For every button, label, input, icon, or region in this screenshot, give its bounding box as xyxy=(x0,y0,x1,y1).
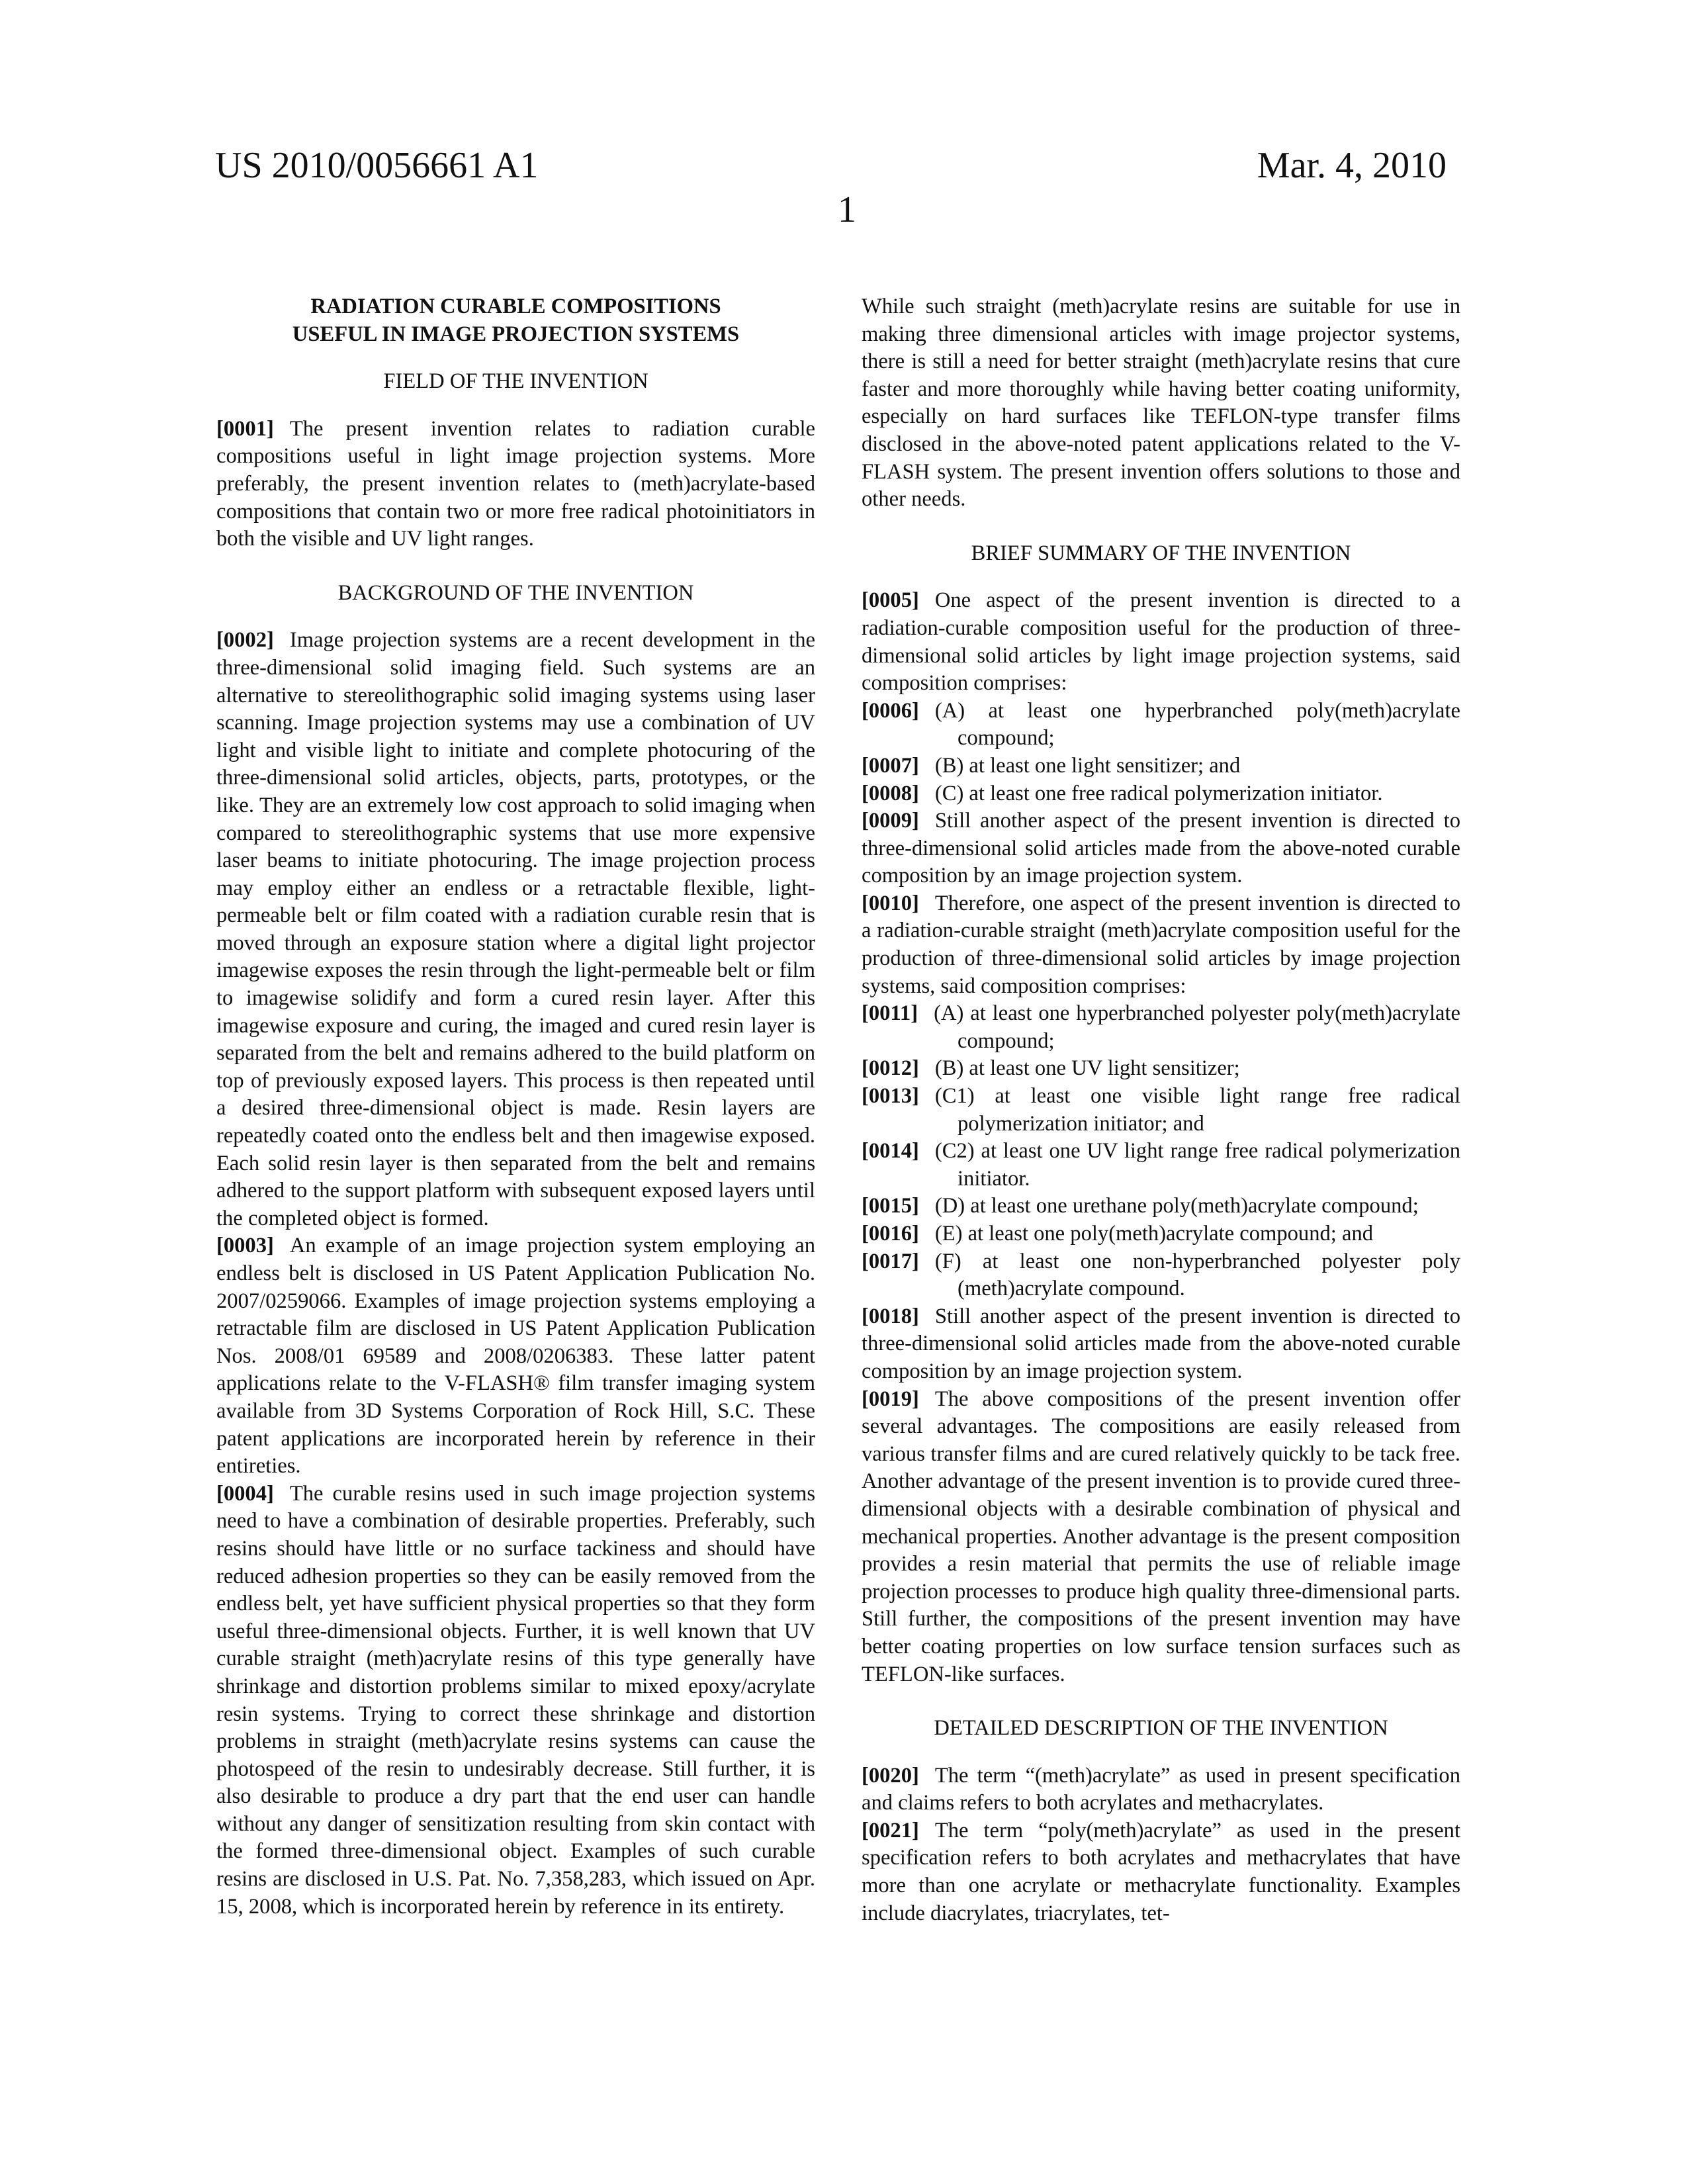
paragraph-number: [0006] xyxy=(862,699,919,723)
document-title xyxy=(216,293,815,348)
paragraph-text: The term “poly(meth)acrylate” as used in the present specification refers to both acrylates and methacrylates that have more than one acrylate or methacrylate functionality. Examples include diacrylates, triacrylates, tet- xyxy=(862,1819,1460,1925)
paragraph-text: (C) at least one free radical polymerization initiator. xyxy=(935,782,1383,805)
paragraph-text: An example of an image projection system employing an endless belt is disclosed in US Patent Application Publication No. 2007/0259066. Examples of image projection systems employing a retractable film are disclosed in US Patent Application Publication Nos. 2008/01 69589 and 2008/0206383. These latter patent applications relate to the V-FLASH® film transfer imaging system available from 3D Systems Corporation of Rock Hill, S.C. These patent applications are incorporated herein by reference in their entireties. xyxy=(216,1234,815,1478)
paragraph-number: [0011] xyxy=(862,1001,918,1025)
paragraph-number: [0001] xyxy=(216,417,274,441)
page-number: 1 xyxy=(0,189,1694,231)
paragraph-0016 xyxy=(862,1220,1460,1248)
paragraph-text: Image projection systems are a recent development in the three-dimensional solid imaging field. Such systems are an alternative to stereolithographic solid imaging systems using laser scanning. Image projection systems may use a combination of UV light and visible light to initiate and complete photocuring of the three-dimensional solid articles, objects, parts, prototypes, or the like. They are an extremely low cost approach to solid imaging when compared to stereolithographic systems that use more expensive laser beams to initiate photocuring. The image projection process may employ either an endless or a retractable flexible, light-permeable belt or film coated with a radiation curable resin that is moved through an exposure station where a digital light projector imagewise exposes the resin through the light-permeable belt or film to imagewise solidify and form a cured resin layer. After this imagewise exposure and curing, the imaged and cured resin layer is separated from the belt and remains adhered to the build platform on top of previously exposed layers. This process is then repeated until a desired three-dimensional object is made. Resin layers are repeatedly coated onto the endless belt and then imagewise exposed. Each solid resin layer is then separated from the belt and remains adhered to the support platform with subsequent exposed layers until the completed object is formed. xyxy=(216,628,815,1230)
paragraph-text: (C1) at least one visible light range free radical polymerization initiator; and xyxy=(935,1084,1460,1136)
paragraph-0006 xyxy=(862,698,1460,752)
heading-summary: BRIEF SUMMARY OF THE INVENTION xyxy=(862,540,1460,568)
paragraph-0005 xyxy=(862,587,1460,697)
paragraph-text: (F) at least one non-hyperbranched polyester poly (meth)acrylate compound. xyxy=(935,1250,1460,1301)
paragraph-text: (A) at least one hyperbranched poly(meth)acrylate compound; xyxy=(935,699,1460,751)
paragraph-text: The above compositions of the present invention offer several advantages. The compositions are easily released from various transfer films and are cured relatively quickly to be tack free. Another advantage of the present invention is to provide cured three-dimensional objects with a desirable combination of physical and mechanical properties. Another advantage is the present composition provides a resin material that permits the use of reliable image projection processes to produce high quality three-dimensional parts. Still further, the compositions of the present invention may have better coating properties on low surface tension surfaces such as TEFLON-like surfaces. xyxy=(862,1387,1460,1686)
paragraph-number: [0010] xyxy=(862,891,919,915)
publication-number: US 2010/0056661 A1 xyxy=(215,144,539,187)
paragraph-0013 xyxy=(862,1083,1460,1138)
paragraph-number: [0017] xyxy=(862,1250,919,1273)
paragraph-text: The term “(meth)acrylate” as used in present specification and claims refers to both acrylates and methacrylates. xyxy=(862,1764,1460,1815)
paragraph-text: (E) at least one poly(meth)acrylate compound; and xyxy=(935,1222,1373,1246)
publication-date: Mar. 4, 2010 xyxy=(1257,144,1447,187)
paragraph-0021 xyxy=(862,1817,1460,1927)
paragraph-0007 xyxy=(862,752,1460,780)
paragraph-number: [0005] xyxy=(862,588,919,612)
paragraph-text: Still another aspect of the present invention is directed to three-dimensional solid articles made from the above-noted curable composition by an image projection system. xyxy=(862,1304,1460,1383)
paragraph-0002 xyxy=(216,627,815,1232)
paragraph-text: (D) at least one urethane poly(meth)acrylate compound; xyxy=(935,1194,1419,1218)
paragraph-0004 xyxy=(216,1480,815,1921)
paragraph-0003 xyxy=(216,1232,815,1480)
left-column xyxy=(216,293,815,1921)
paragraph-number: [0008] xyxy=(862,782,919,805)
paragraph-0014 xyxy=(862,1138,1460,1193)
right-column xyxy=(862,293,1460,1927)
paragraph-0015 xyxy=(862,1193,1460,1220)
paragraph-0004-continued: While such straight (meth)acrylate resins are suitable for use in making three dimensional articles with image projector systems, there is still a need for better straight (meth)acrylate resins that cure faster and more thoroughly while having better coating uniformity, especially on hard surfaces like TEFLON-type transfer films disclosed in the above-noted patent applications related to the V-FLASH system. The present invention offers solutions to those and other needs. xyxy=(862,293,1460,514)
heading-background: BACKGROUND OF THE INVENTION xyxy=(216,580,815,608)
paragraph-text: Therefore, one aspect of the present invention is directed to a radiation-curable straight (meth)acrylate composition useful for the production of three-dimensional solid articles by image projection systems, said composition comprises: xyxy=(862,891,1460,998)
paragraph-number: [0016] xyxy=(862,1222,919,1246)
heading-detailed-description: DETAILED DESCRIPTION OF THE INVENTION xyxy=(862,1715,1460,1743)
paragraph-text: (C2) at least one UV light range free radical polymerization initiator. xyxy=(935,1139,1460,1191)
paragraph-text: The curable resins used in such image projection systems need to have a combination of desirable properties. Preferably, such resins should have little or no surface tackiness and should have reduced adhesion properties so they can be easily removed from the endless belt, yet have sufficient physical properties so that they form useful three-dimensional objects. Further, it is well known that UV curable straight (meth)acrylate resins of this type generally have shrinkage and distortion problems similar to mixed epoxy/acrylate resin systems. Trying to correct these shrinkage and distortion problems in straight (meth)acrylate resins systems can cause the photospeed of the resin to undesirably decrease. Still further, it is also desirable to produce a dry part that the end user can handle without any danger of sensitization resulting from skin contact with the formed three-dimensional object. Examples of such curable resins are disclosed in U.S. Pat. No. 7,358,283, which issued on Apr. 15, 2008, which is incorporated herein by reference in its entirety. xyxy=(216,1482,815,1919)
paragraph-0010 xyxy=(862,890,1460,1000)
paragraph-number: [0003] xyxy=(216,1234,274,1257)
paragraph-0019 xyxy=(862,1386,1460,1689)
paragraph-number: [0004] xyxy=(216,1482,274,1506)
paragraph-0017 xyxy=(862,1248,1460,1303)
paragraph-text: The present invention relates to radiation curable compositions useful in light image projection systems. More preferably, the present invention relates to (meth)acrylate-based compositions that contain two or more free radical photoinitiators in both the visible and UV light ranges. xyxy=(216,417,815,551)
paragraph-0011 xyxy=(862,1000,1460,1055)
title-line-2: USEFUL IN IMAGE PROJECTION SYSTEMS xyxy=(216,321,815,349)
paragraph-text: (A) at least one hyperbranched polyester poly(meth)acrylate compound; xyxy=(934,1001,1460,1053)
paragraph-number: [0015] xyxy=(862,1194,919,1218)
paragraph-number: [0018] xyxy=(862,1304,919,1328)
paragraph-number: [0009] xyxy=(862,809,919,833)
paragraph-0012 xyxy=(862,1055,1460,1083)
paragraph-text: One aspect of the present invention is directed to a radiation-curable composition useful for the production of three-dimensional solid articles by light image projection systems, said composition comprises: xyxy=(862,588,1460,695)
title-line-1: RADIATION CURABLE COMPOSITIONS xyxy=(216,293,815,321)
paragraph-0001 xyxy=(216,416,815,553)
paragraph-0020 xyxy=(862,1762,1460,1817)
paragraph-number: [0012] xyxy=(862,1056,919,1080)
paragraph-number: [0013] xyxy=(862,1084,919,1108)
paragraph-number: [0007] xyxy=(862,754,919,778)
heading-field: FIELD OF THE INVENTION xyxy=(216,368,815,396)
paragraph-number: [0019] xyxy=(862,1387,919,1411)
paragraph-0018 xyxy=(862,1303,1460,1386)
paragraph-number: [0002] xyxy=(216,628,274,652)
paragraph-text: Still another aspect of the present invention is directed to three-dimensional solid articles made from the above-noted curable composition by an image projection system. xyxy=(862,809,1460,887)
paragraph-number: [0021] xyxy=(862,1819,919,1843)
paragraph-number: [0020] xyxy=(862,1764,919,1788)
paragraph-number: [0014] xyxy=(862,1139,919,1163)
paragraph-text: (B) at least one UV light sensitizer; xyxy=(935,1056,1240,1080)
paragraph-text: (B) at least one light sensitizer; and xyxy=(935,754,1240,778)
paragraph-0008 xyxy=(862,780,1460,808)
paragraph-0009 xyxy=(862,807,1460,890)
